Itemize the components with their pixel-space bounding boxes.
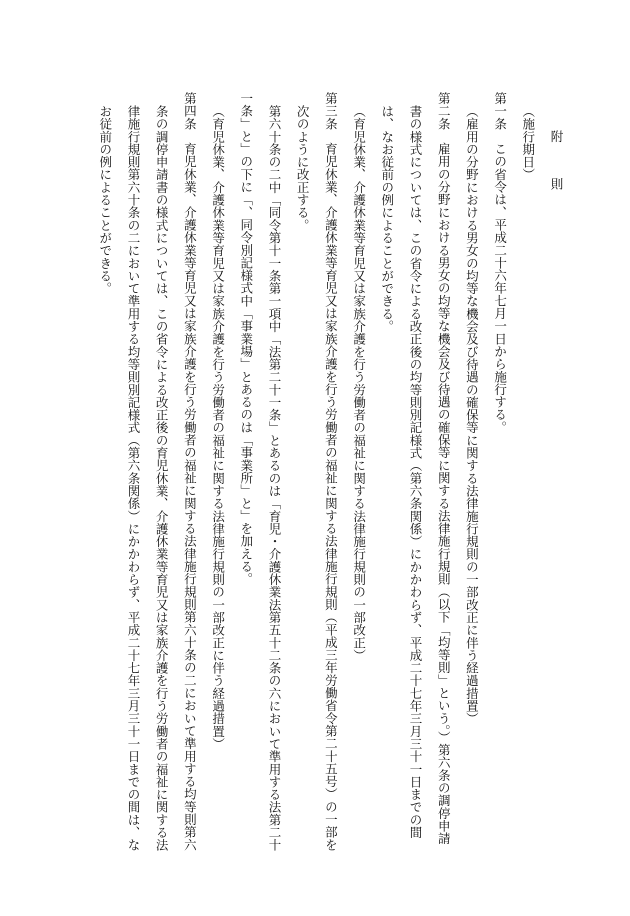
section-caption-childcare-transition: （育児休業、介護休業等育児又は家族介護を行う労働者の福祉に関する法律施行規則の一部改正に伴う経過措置）: [210, 104, 226, 750]
vertical-text-body: [50, 92, 570, 852]
amendment-text: 第六十条の二中「同令第十一条第一項中「法第二十一条」とあるのは「育児・介護休業法第五十二条の六において準用する法第二十一条」と」の下に「、同令別記様式中「事業場」とあるのは「事業所」と」を加える。: [238, 92, 282, 851]
article-1: 第一条 この省令は、平成二十六年七月一日から施行する。: [492, 92, 508, 434]
supplementary-provisions-title: 附 則: [549, 129, 564, 201]
article-2: 第二条 雇用の分野における男女の均等な機会及び待遇の確保等に関する法律施行規則（以下「均等則」という。）第六条の調停申請書の様式については、この省令による改正後の均等則別記様式（第六条関係）にかかわらず、平成二十七年三月三十一日までの間は、なお従前の例によることができる。: [379, 92, 452, 845]
section-caption-childcare-amendment: （育児休業、介護休業等育児又は家族介護を行う労働者の福祉に関する法律施行規則の一部改正）: [351, 104, 367, 662]
article-3: 第三条 育児休業、介護休業等育児又は家族介護を行う労働者の福祉に関する法律施行規則（平成三年労働省令第二十五号）の一部を次のように改正する。: [295, 92, 339, 851]
article-4: 第四条 育児休業、介護休業等育児又は家族介護を行う労働者の福祉に関する法律施行規則第六十条の二において準用する均等則第六条の調停申請書の様式については、この省令による改正後の育児休業、介護休業等育児又は家族介護を行う労働者の福祉に関する法律施行規則第六十条の二において準用する均等則別記様式（第六条関係）にかかわらず、平成二十七年三月三十一日までの間は、なお従前の例によることができる。: [97, 92, 198, 851]
section-caption-equal-opportunity-transition: （雇用の分野における男女の均等な機会及び待遇の確保等に関する法律施行規則の一部改正に伴う経過措置）: [464, 104, 480, 725]
section-caption-effective-date: （施行期日）: [520, 104, 536, 181]
